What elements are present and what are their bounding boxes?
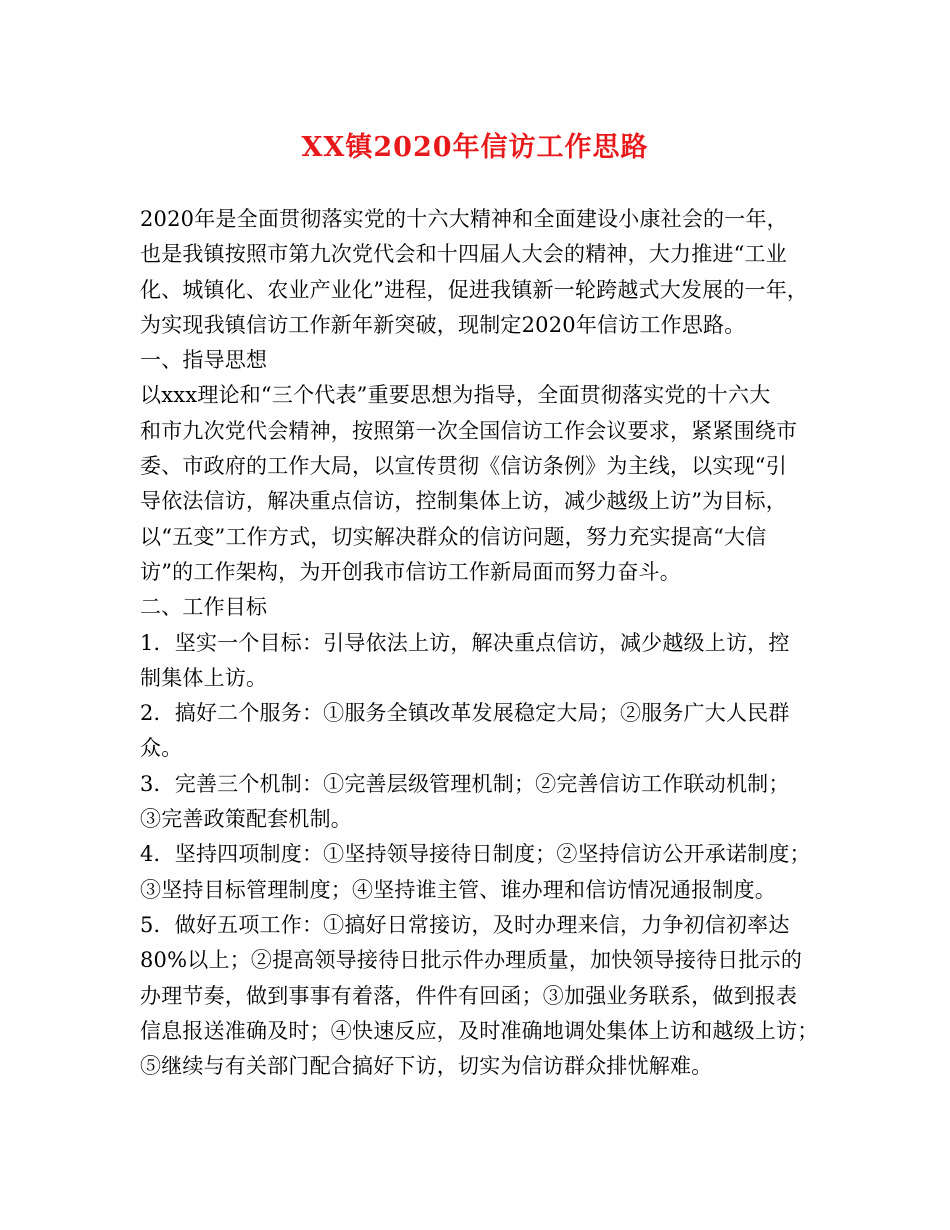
body-line: 委、市政府的工作大局，以宣传贯彻《信访条例》为主线，以实现“引 bbox=[140, 454, 787, 479]
list-item-5-continued: ⑤继续与有关部门配合搞好下访，切实为信访群众排忧解难。 bbox=[140, 1054, 713, 1079]
body-line: 导依法信访，解决重点信访，控制集体上访，减少越级上访”为目标， bbox=[140, 489, 787, 514]
section-heading-work-goals: 二、工作目标 bbox=[140, 595, 268, 620]
body-line: 为实现我镇信访工作新年新突破，现制定2020年信访工作思路。 bbox=[140, 312, 746, 337]
document-body bbox=[140, 202, 830, 1084]
list-item-4-continued: ③坚持目标管理制度；④坚持谁主管、谁办理和信访情况通报制度。 bbox=[140, 877, 776, 902]
document-title: XX镇2020年信访工作思路 bbox=[301, 132, 649, 163]
list-item-4: 4．坚持四项制度：①坚持领导接待日制度；②坚持信访公开承诺制度； bbox=[140, 842, 811, 867]
list-item-2: 2．搞好二个服务：①服务全镇改革发展稳定大局；②服务广大人民群 bbox=[140, 701, 790, 726]
list-item-1-continued: 制集体上访。 bbox=[140, 665, 268, 690]
body-line: 2020年是全面贯彻落实党的十六大精神和全面建设小康社会的一年， bbox=[140, 207, 788, 231]
list-item-1: 1．坚实一个目标：引导依法上访，解决重点信访，减少越级上访，控 bbox=[140, 630, 790, 655]
body-line: 以“五变”工作方式，切实解决群众的信访问题，努力充实提高“大信 bbox=[140, 524, 767, 549]
body-line: 化、城镇化、农业产业化”进程，促进我镇新一轮跨越式大发展的一年， bbox=[140, 277, 809, 302]
list-item-5-continued: 信息报送准确及时；④快速反应，及时准确地调处集体上访和越级上访； bbox=[140, 1018, 819, 1043]
body-line: 和市九次党代会精神，按照第一次全国信访工作会议要求，紧紧围绕市 bbox=[140, 418, 798, 443]
body-line: 以xxx理论和“三个代表”重要思想为指导，全面贯彻落实党的十六大 bbox=[140, 383, 771, 408]
list-item-5-continued: 办理节奏，做到事事有着落，件件有回函；③加强业务联系，做到报表 bbox=[140, 983, 798, 1008]
body-line: 访”的工作架构，为开创我市信访工作新局面而努力奋斗。 bbox=[140, 559, 681, 584]
list-item-5-continued: 80%以上；②提高领导接待日批示件办理质量，加快领导接待日批示的 bbox=[140, 948, 803, 973]
list-item-2-continued: 众。 bbox=[140, 736, 183, 761]
list-item-5: 5．做好五项工作：①搞好日常接访，及时办理来信，力争初信初率达 bbox=[140, 912, 790, 937]
section-heading-guiding-ideology: 一、指导思想 bbox=[140, 348, 268, 373]
list-item-3: 3．完善三个机制：①完善层级管理机制；②完善信访工作联动机制； bbox=[140, 771, 790, 796]
body-line: 也是我镇按照市第九次党代会和十四届人大会的精神，大力推进“工业 bbox=[140, 242, 787, 267]
list-item-3-continued: ③完善政策配套机制。 bbox=[140, 807, 352, 832]
